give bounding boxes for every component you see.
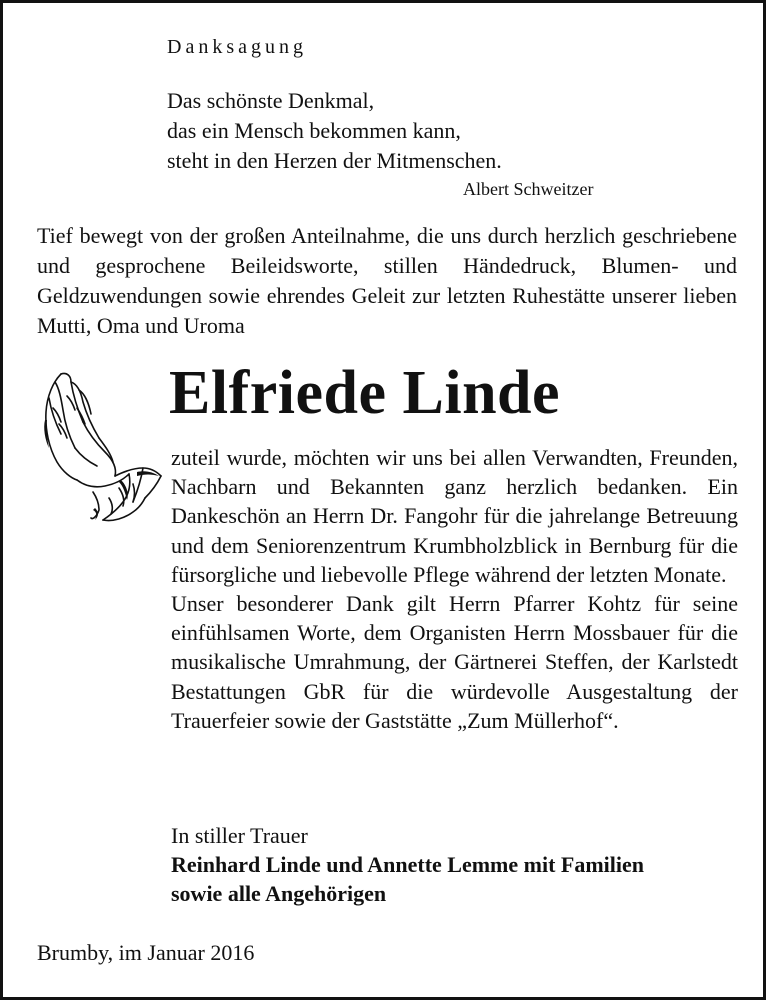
mourning-line: In stiller Trauer [171, 823, 308, 848]
intro-paragraph: Tief bewegt von der großen Anteilnahme, die uns durch herzlich geschriebene und gesprochene Beileidsworte, stillen Händedruck, Blumen- und Geldzuwendungen sowie ehrendes Geleit zur letzten Ruhestätte unserer lieben Mutti, Oma und Uroma [37, 223, 737, 338]
place-date: Brumby, im Januar 2016 [37, 940, 255, 965]
family-names [171, 850, 644, 908]
thanks-paragraph: Unser besonderer Dank gilt Herrn Pfarrer Kohtz für seine einfühlsamen Worte, dem Organisten Herrn Mossbauer für die musikalische Umrahmung, der Gärtnerei Steffen, der Karlstedt Bestattungen GbR für die würdevolle Ausgestaltung der Trauerfeier sowie der Gaststätte „Zum Müllerhof“. [171, 591, 738, 733]
family-line: Reinhard Linde und Annette Lemme mit Familien [171, 852, 645, 877]
thanks-paragraph: zuteil wurde, möchten wir uns bei allen Verwandten, Freunden, Nachbarn und Bekannten ganz herzlich bedanken. Ein Dankeschön an Herrn Dr. Fangohr für die jahrelange Betreuung und dem Seniorenzentrum Krumbholzblick in Bernburg für die fürsorgliche und liebevolle Pflege während der letzten Monate. [171, 445, 738, 587]
deceased-name: Elfriede Linde [169, 359, 561, 427]
quote-line: Das schönste Denkmal, [167, 88, 375, 113]
praying-hands-icon [33, 368, 168, 528]
quote-author: Albert Schweitzer [463, 179, 594, 199]
quote-line: das ein Mensch bekommen kann, [167, 118, 461, 143]
quote-line: steht in den Herzen der Mitmenschen. [167, 148, 502, 173]
notice-heading: Danksagung [167, 36, 307, 58]
quote [167, 86, 502, 176]
thanks-text [171, 443, 738, 735]
family-line: sowie alle Angehörigen [171, 881, 387, 906]
